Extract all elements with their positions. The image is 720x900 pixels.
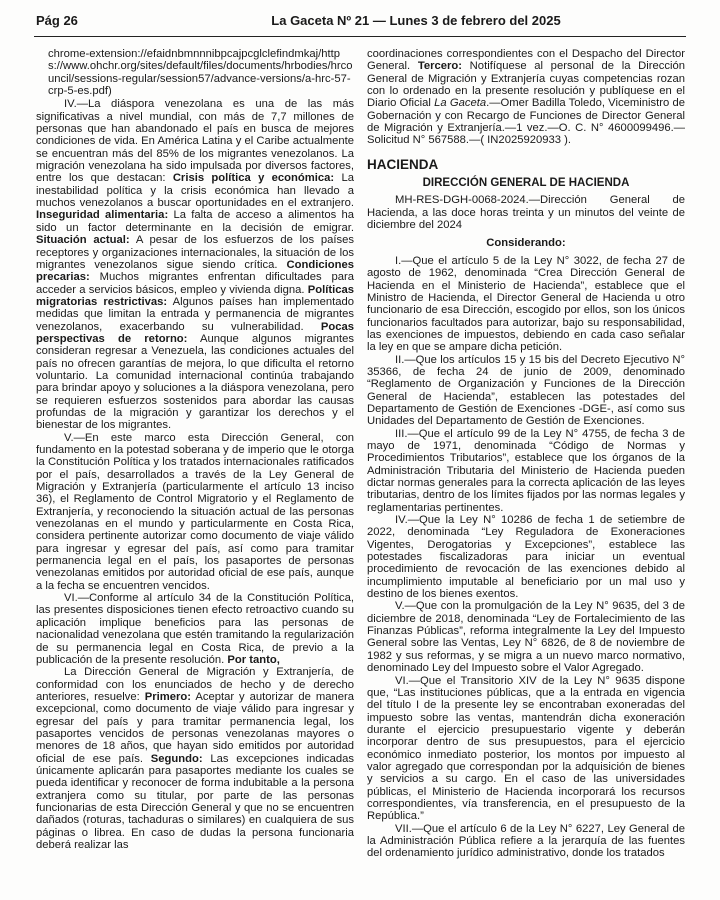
- left-column: [36, 48, 354, 851]
- considerando-v: V.—Que con la promulgación de la Ley N° 9635, del 3 de diciembre de 2018, denominada “Ley de Fortalecimiento de las Finanzas Públicas”, reforma integralmente la Ley del Impuesto General sobre las Ventas, Ley N° 6826, de 8 de noviembre de 1982 y sus reformas, y se migra a un nuevo marco normativo, denominado Ley del Impuesto sobre el Valor Agregado.: [367, 600, 685, 675]
- paragraph-iv: IV.—La diáspora venezolana es una de las más significativas a nivel mundial, con más de 7,7 millones de personas que han abandonado el país en busca de mejores condiciones de vida. En América Latina y el Caribe actualmente se encuentran más del 85% de los migrantes venezolanos. La migración venezolana ha sido impulsada por diversos factores, entre los que destacan: Crisis política y económica: La inestabilidad política y la crisis económica han llevado a muchos venezolanos a buscar oportunidades en el extranjero. Inseguridad alimentaria: La falta de acceso a alimentos ha sido un factor determinante en la decisión de emigrar. Situación actual: A pesar de los esfuerzos de los países receptores y organizaciones internacionales, la situación de los migrantes venezolanos sigue siendo crítica. Condiciones precarias: Muchos migrantes enfrentan dificultades para acceder a servicios básicos, empleo y vivienda digna. Políticas migratorias restrictivas: Algunos países han implementado medidas que limitan la entrada y permanencia de migrantes venezolanos, exacerbando su vulnerabilidad. Pocas perspectivas de retorno: Aunque algunos migrantes consideran regresar a Venezuela, las condiciones actuales del país no ofrecen garantías de mejora, lo que dificulta el retorno voluntario. La comunidad internacional continúa trabajando para brindar apoyo y soluciones a la diáspora venezolana, pero se requieren esfuerzos sostenidos para abordar las causas profundas de la migración y garantizar los derechos y el bienestar de los migrantes.: [36, 98, 354, 432]
- resolution-continuation: coordinaciones correspondientes con el Despacho del Director General. Tercero: Notifíquese al personal de la Dirección General de Migración y Extranjería cuyas competencias rozan con lo ordenado en la presente resolución y publíquese en el Diario Oficial La Gaceta.—Omer Badilla Toledo, Viceministro de Gobernación y con Recargo de Funciones de Director General de Migración y Extranjería.—1 vez.—O. C. N° 4600099496.—Solicitud N° 567588.—( IN2025920933 ).: [367, 48, 686, 147]
- header-rule: [34, 36, 686, 37]
- considerando-iii: III.—Que el artículo 99 de la Ley N° 4755, de fecha 3 de mayo de 1971, denominada “Código de Normas y Procedimientos Tributarios”, establece que los órganos de la Administración Tributaria del Ministerio de Hacienda pueden dictar normas generales para la correcta aplicación de las leyes tributarias, dentro de los límites fijados por las normas legales y reglamentarias pertinentes.: [367, 427, 685, 514]
- considerando-ii: II.—Que los artículos 15 y 15 bis del Decreto Ejecutivo N° 35366, de fecha 24 de junio de 2009, denominado “Reglamento de Organización y Funciones de la Dirección General de Hacienda”, establecen las potestades del Departamento de Gestión de Exenciones -DGE-, así como sus Unidades del Departamento de Gestión de Exenciones.: [367, 353, 685, 428]
- section-heading: HACIENDA: [367, 156, 439, 172]
- paragraph-v: V.—En este marco esta Dirección General, con fundamento en la potestad soberana y de imperio que le otorga la Constitución Política y los tratados internacionales ratificados por el país, desarrollados a través de la Ley General de Migración y Extranjería (particularmente el artículo 13 inciso 36), el Reglamento de Control Migratorio y el Reglamento de Extranjería, y reconociendo la situación actual de las personas venezolanas en el mundo y particularmente en Costa Rica, considera pertinente autorizar como documento de viaje válido para ingresar y egresar del país, así como para tramitar permanencia legal en el país, los pasaportes de personas venezolanas emitidos por autoridad oficial de ese país, aunque a la fecha se encuentren vencidos.: [36, 431, 354, 592]
- considerando-vi: VI.—Que el Transitorio XIV de la Ley N° 9635 dispone que, “Las instituciones públicas, que a la entrada en vigencia del título I de la presente ley se encontraban exoneradas del impuesto sobre las ventas, mantendrán dicha exoneración durante el ejercicio presupuestario vigente y deberán incorporar dentro de sus presupuestos, para el ejercicio económico inmediato posterior, los montos por impuesto al valor agregado que correspondan por la adquisición de bienes y servicios a su cargo. En el caso de las universidades públicas, el Ministerio de Hacienda incorporará los recursos correspondientes, vía transferencia, en el presupuesto de la República.”: [367, 674, 685, 823]
- resolution-paragraph: La Dirección General de Migración y Extranjería, de conformidad con los enunciados de hecho y de derecho anteriores, resuelve: Primero: Aceptar y autorizar de manera excepcional, como documento de viaje válido para ingresar y egresar del país y para tramitar permanencia legal, los pasaportes vencidos de personas venezolanas mayores o menores de 18 años, que hayan sido emitidos por autoridad oficial de ese país. Segundo: Las excepciones indicadas únicamente aplicarán para pasaportes mediante los cuales se pueda identificar y reconocer de forma indubitable a la persona extranjera como su titular, por parte de las personas funcionarias de esta Dirección General y que no se encuentren dañados (roturas, tachaduras o similares) en cualquiera de sus páginas o librea. En caso de dudas la persona funcionaria deberá realizar las: [36, 666, 354, 851]
- considerando-vii: VII.—Que el artículo 6 de la Ley N° 6227, Ley General de la Administración Pública refiere a la jerarquía de las fuentes del ordenamiento jurídico administrativo, donde los tratados: [367, 822, 685, 860]
- subsection-heading: DIRECCIÓN GENERAL DE HACIENDA: [422, 177, 630, 190]
- running-title: La Gaceta Nº 21 — Lunes 3 de febrero del 2025: [271, 12, 561, 28]
- source-url: chrome-extension://efaidnbmnnnibpcajpcglclefindmkaj/https://www.ohchr.org/sites/default/files/documents/hrbodies/hrcouncil/sessions-regular/session57/advance-versions/a-hrc-57-crp-5-es.pdf): [48, 48, 353, 98]
- considerando-heading: Considerando:: [486, 237, 566, 250]
- paragraph-vi: VI.—Conforme al artículo 34 de la Constitución Política, las presentes disposiciones tienen efecto retroactivo cuando su aplicación implique beneficios para las personas de nacionalidad venezolana que estén tramitando la regularización de su permanencia legal en Costa Rica, de previo a la publicación de la presente resolución. Por tanto,: [36, 592, 354, 666]
- resolution-intro: MH-RES-DGH-0068-2024.—Dirección General de Hacienda, a las doce horas treinta y un minutos del veinte de diciembre del 2024: [367, 194, 685, 232]
- right-column: [367, 48, 685, 860]
- page-header: [36, 8, 686, 32]
- page-number: Pág 26: [36, 12, 78, 28]
- considerando-iv: IV.—Que la Ley N° 10286 de fecha 1 de setiembre de 2022, denominada “Ley Reguladora de Exoneraciones Vigentes, Derogatorias y Excepciones”, establece las potestades fiscalizadoras para iniciar un eventual procedimiento de revocación de las exenciones debido al incumplimiento imputable al beneficiario por un mal uso y destino de los bienes exentos.: [367, 514, 685, 601]
- considerando-i: I.—Que el artículo 5 de la Ley N° 3022, de fecha 27 de agosto de 1962, denominada “Crea Dirección General de Hacienda en el Ministerio de Hacienda”, establece que el Ministro de Hacienda, el Director General de Hacienda u otro funcionario de esa Dirección, escogido por ellos, son los únicos funcionarios facultados para autorizar, bajo su responsabilidad, las exenciones de impuestos, debiendo en cada caso señalar la ley en que se ampare dicha petición.: [367, 254, 685, 354]
